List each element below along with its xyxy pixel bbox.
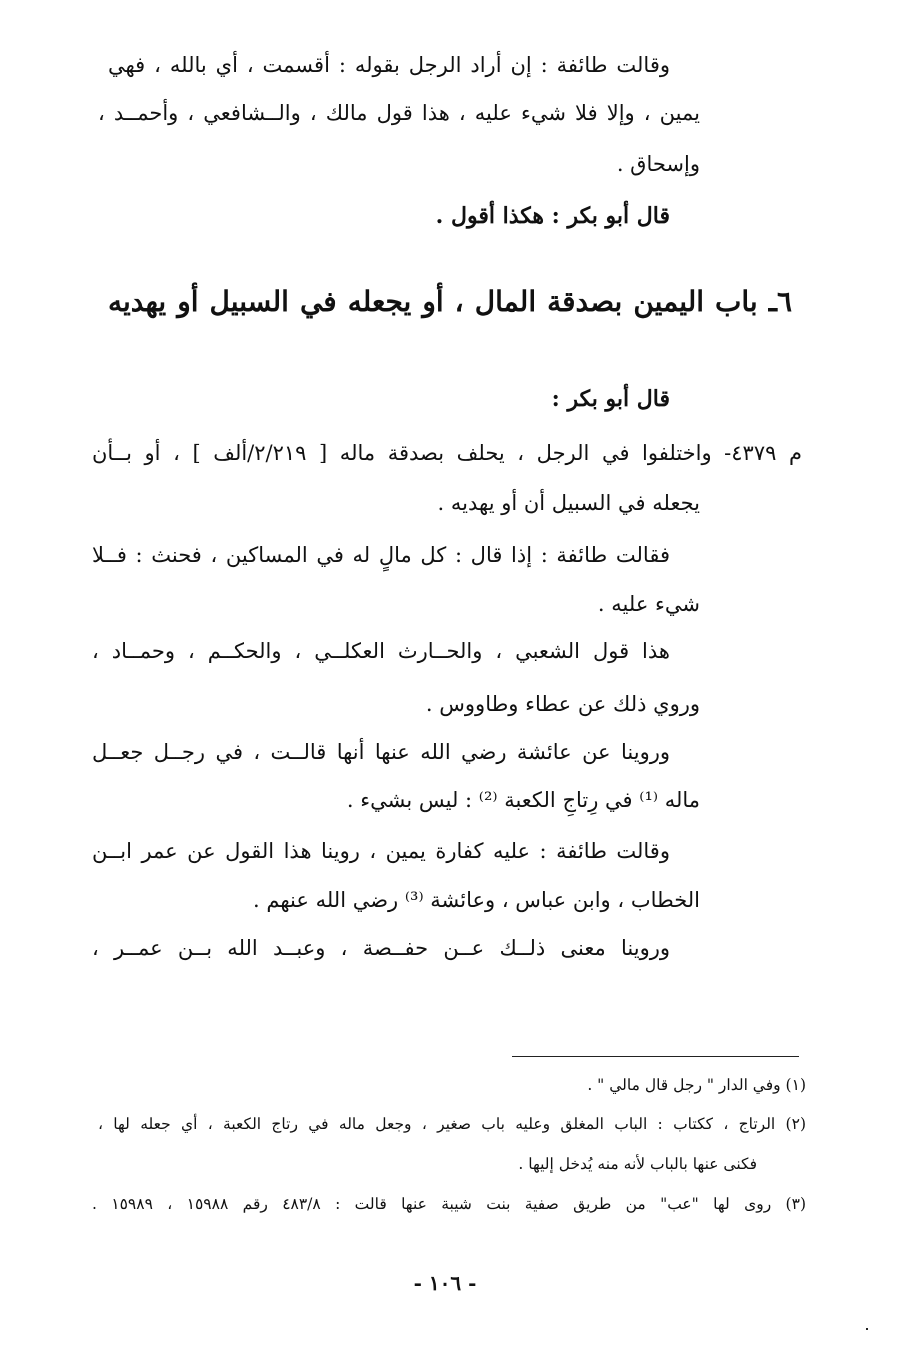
scan-speck: [866, 1328, 868, 1330]
text-line: شيء عليه .: [597, 592, 700, 616]
page-number: - ١٠٦ -: [413, 1271, 477, 1295]
speaker-line: قال أبو بكر : هكذا أقول .: [435, 203, 670, 229]
text-line: هذا قول الشعبي ، والحــارث العكلــي ، والحكــم ، وحمــاد ،: [92, 639, 670, 663]
text-line: فقالت طائفة : إذا قال : كل مالٍ له في المساكين ، فحنث : فــلا: [92, 543, 670, 567]
text-line: الخطاب ، وابن عباس ، وعائشة ⁽³⁾ رضي الله عنهم .: [253, 888, 700, 912]
text-line: وروينا معنى ذلــك عــن حفــصة ، وعبــد الله بــن عمــر ،: [92, 936, 670, 960]
chapter-heading: ٦ـ باب اليمين بصدقة المال ، أو يجعله في السبيل أو يهديه: [108, 285, 792, 318]
footnote: (٢) الرتاج ، ككتاب : الباب المغلق وعليه باب صغير ، وجعل ماله في رتاج الكعبة ، أي جعله لها ،: [98, 1115, 806, 1133]
text-line: وقالت طائفة : عليه كفارة يمين ، روينا هذا القول عن عمر ابــن: [92, 839, 670, 863]
text-line: وإسحاق .: [616, 152, 700, 176]
speaker-line: قال أبو بكر :: [551, 386, 670, 412]
footnote: فكنى عنها بالباب لأنه منه يُدخل إليها .: [518, 1155, 757, 1173]
text-line: يمين ، وإلا فلا شيء عليه ، هذا قول مالك ، والــشافعي ، وأحمــد ،: [98, 101, 700, 125]
footnote: (٣) روى لها "عب" من طريق صفية بنت شيبة عنها قالت : ٤٨٣/٨ رقم ١٥٩٨٨ ، ١٥٩٨٩ .: [92, 1195, 806, 1213]
text-line: ماله ⁽¹⁾ في رِتاجِ الكعبة ⁽²⁾ : ليس بشيء .: [346, 788, 700, 812]
text-line: يجعله في السبيل أن أو يهديه .: [437, 491, 700, 515]
text-line: وروينا عن عائشة رضي الله عنها أنها قالــت ، في رجــل جعــل: [92, 740, 670, 764]
text-line: وروي ذلك عن عطاء وطاووس .: [425, 692, 700, 716]
text-line: م ٤٣٧٩- واختلفوا في الرجل ، يحلف بصدقة ماله [ ٢/٢١٩/ألف ] ، أو بــأن: [92, 441, 802, 465]
text-line: وقالت طائفة : إن أراد الرجل بقوله : أقسمت ، أي بالله ، فهي: [108, 53, 670, 77]
footnote-separator: [512, 1056, 799, 1057]
footnote: (١) وفي الدار " رجل قال مالي " .: [587, 1076, 806, 1094]
